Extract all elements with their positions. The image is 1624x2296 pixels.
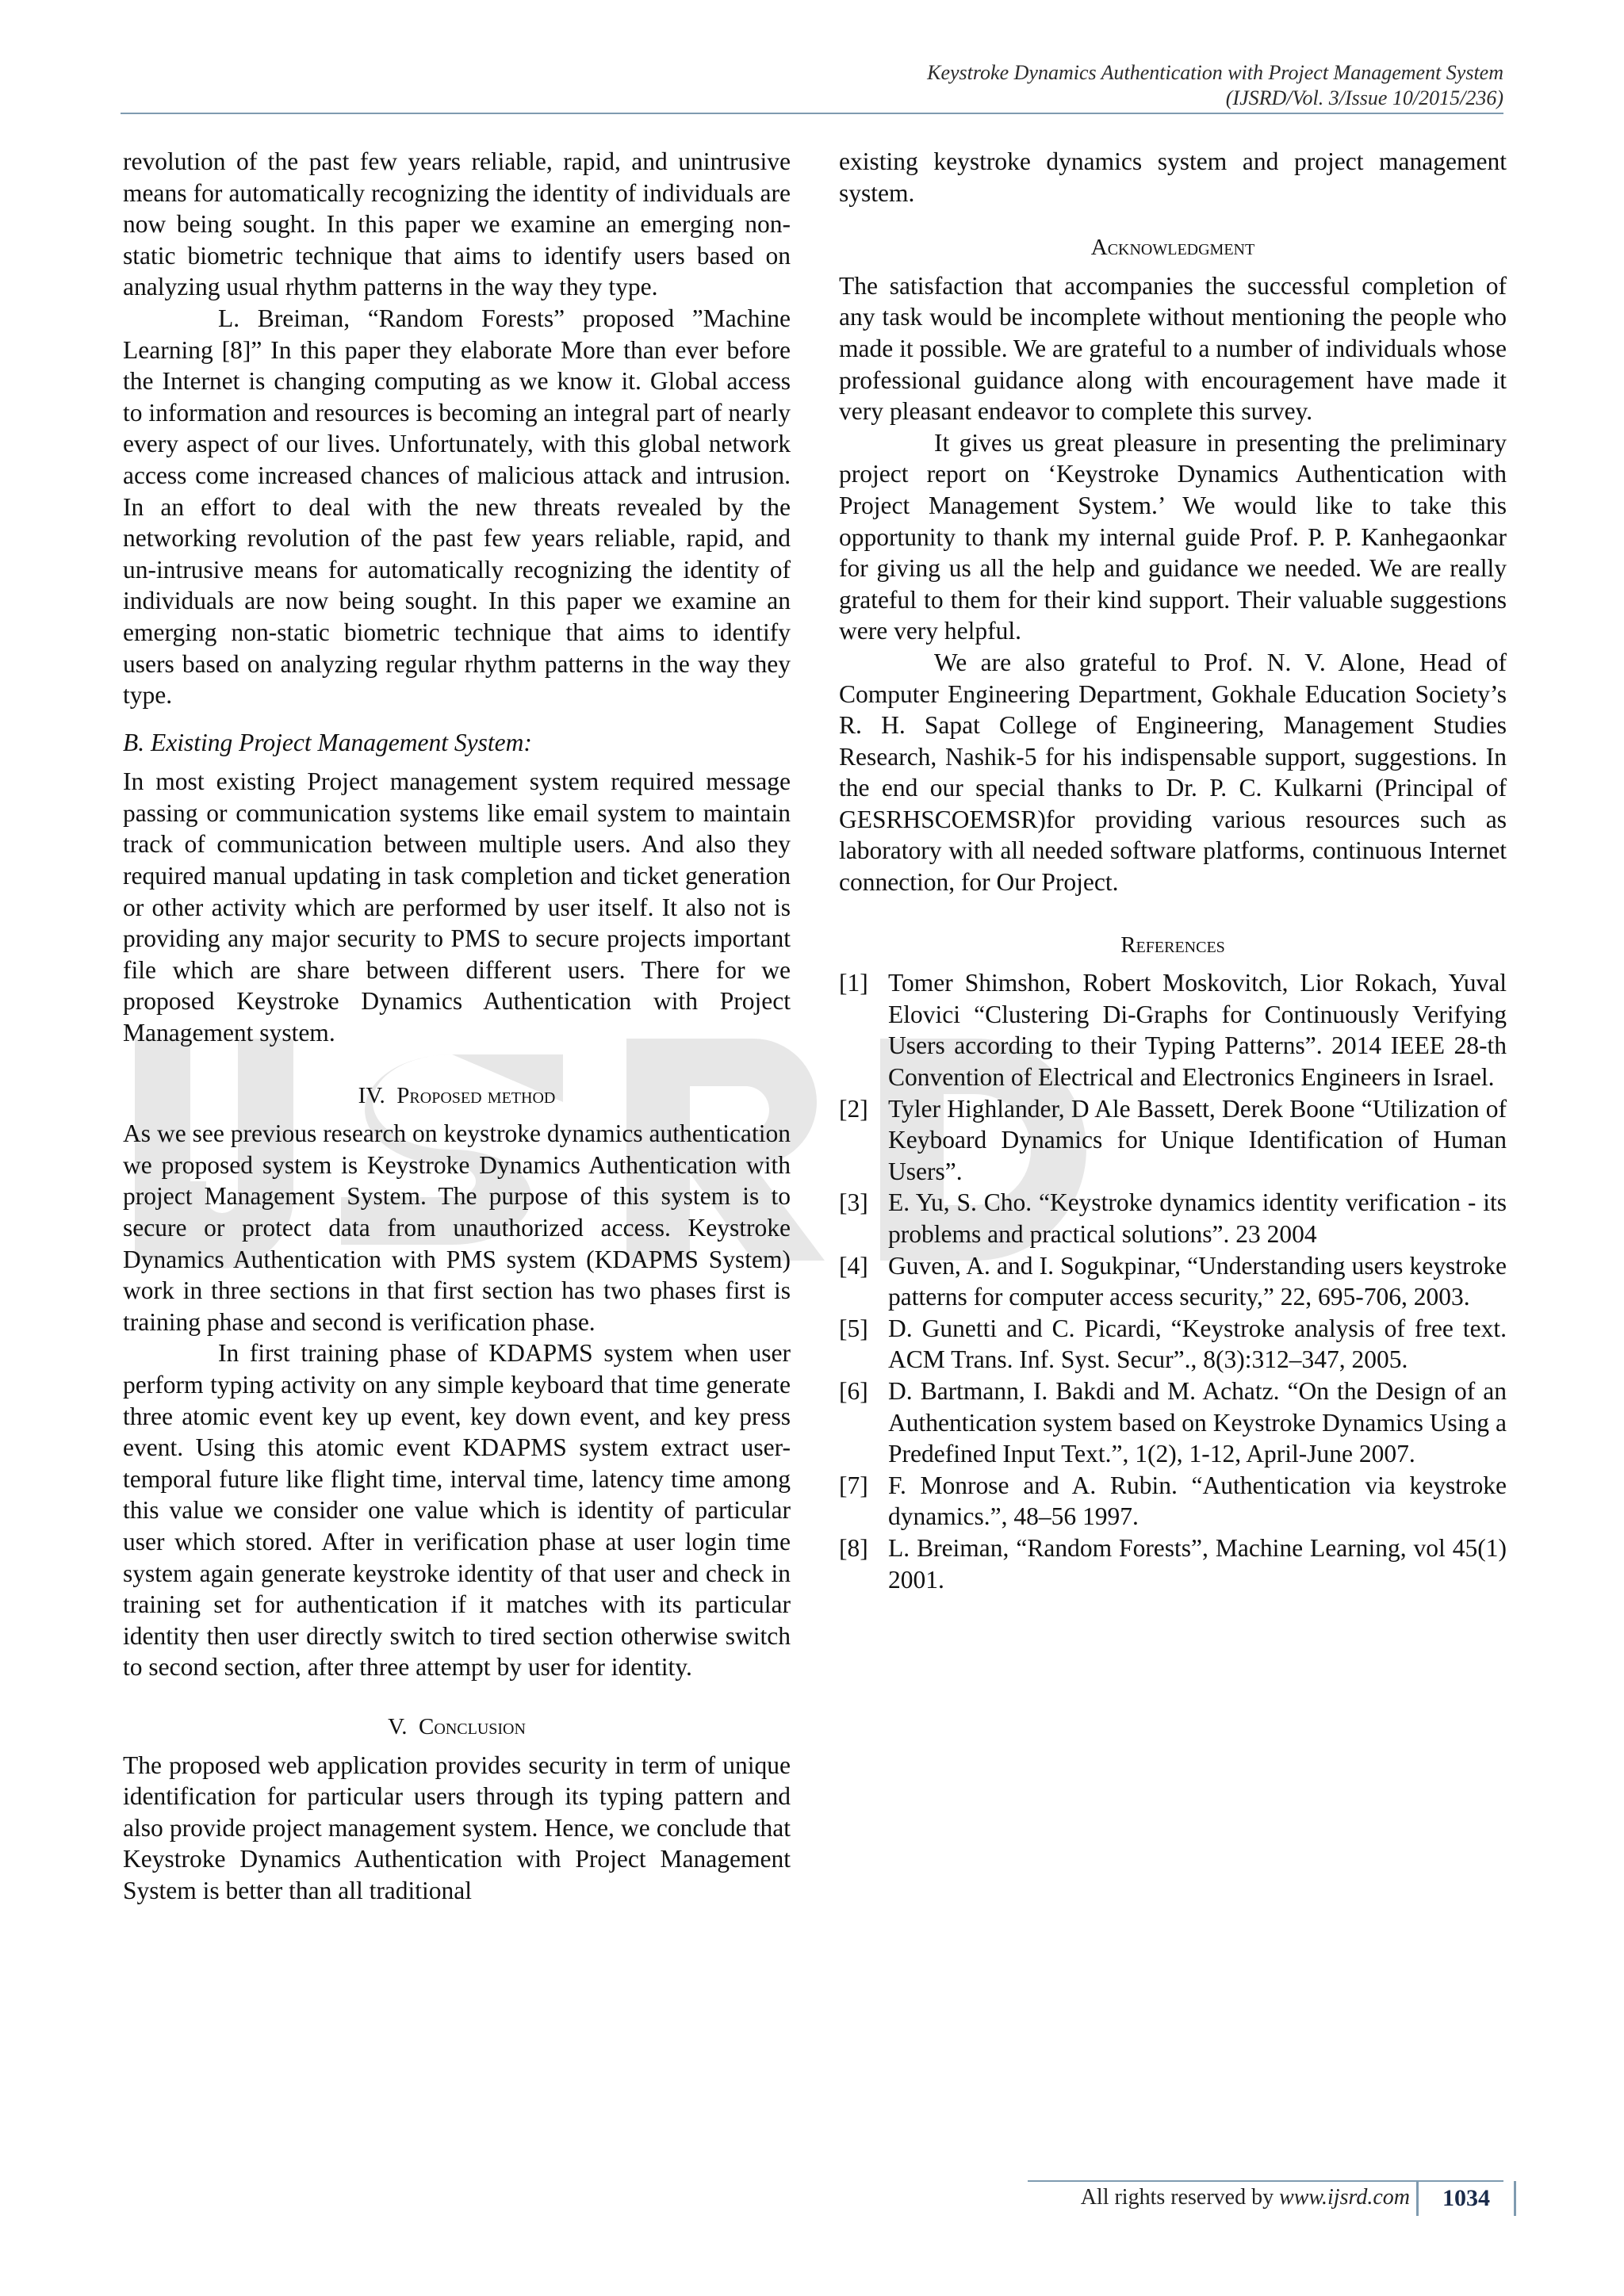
subsection-heading: B. Existing Project Management System: <box>123 728 532 756</box>
paragraph: We are also grateful to Prof. N. V. Alone, Head of Computer Engineering Department, Gokhale Education Society’s R. H. Sapat College of Engineering, Management Studies Research, Nashik-5 for his indispensable support, suggestions. In the end our special thanks to Dr. P. C. Kulkarni (Principal of GESRHSCOEMSR)for providing various resources such as laboratory with all needed software platforms, continuous Internet connection, for Our Project. <box>839 648 1507 897</box>
section-heading-references <box>839 930 1507 962</box>
reference-text: Tomer Shimshon, Robert Moskovitch, Lior Rokach, Yuval Elovici “Clustering Di-Graphs for Continuously Verifying Users according to their Typing Patterns”. 2014 IEEE 28-th Convention of Electrical and Electronics Engineers in Israel. <box>888 969 1507 1092</box>
reference-text: L. Breiman, “Random Forests”, Machine Learning, vol 45(1) 2001. <box>888 1533 1507 1594</box>
reference-item <box>839 1376 1507 1470</box>
section-heading-acknowledgment <box>839 232 1507 264</box>
reference-item <box>839 1533 1507 1595</box>
reference-number: [7] <box>839 1471 868 1499</box>
footer-rights <box>1081 2183 1410 2212</box>
reference-number: [3] <box>839 1188 868 1217</box>
reference-text: Tyler Highlander, D Ale Bassett, Derek Boone “Utilization of Keyboard Dynamics for Unique Identification of Human Users”. <box>888 1094 1507 1185</box>
paragraph: In most existing Project management system required message passing or communication systems like email system to maintain track of communication between multiple users. And also they required manual updating in task completion and ticket generation or other activity which are performed by user itself. It also not is providing any major security to PMS to secure projects important file which are share between different users. There for we proposed Keystroke Dynamics Authentication with Project Management system. <box>123 767 791 1047</box>
reference-text: Guven, A. and I. Sogukpinar, “Understanding users keystroke patterns for computer access security,” 22, 695-706, 2003. <box>888 1251 1507 1311</box>
footer-site-link[interactable]: www.ijsrd.com <box>1279 2185 1410 2210</box>
section-title: Conclusion <box>419 1713 526 1739</box>
section-title: Proposed method <box>396 1082 556 1108</box>
running-header <box>473 60 1503 111</box>
header-citation: (IJSRD/Vol. 3/Issue 10/2015/236) <box>1225 86 1503 109</box>
section-title: References <box>1120 932 1225 958</box>
paragraph: In first training phase of KDAPMS system when user perform typing activity on any simple keyboard that time generate three atomic event key up event, key down event, and key press event. Using this atomic event KDAPMS system extract user-temporal future like flight time, interval time, latency time among this value we consider one value which is identity of particular user which stored. After in verification phase at user login time system again generate keystroke identity of that user and check in training set for authentication if it matches with its particular identity then user directly switch to tired section otherwise switch to second section, after three attempt by user for identity. <box>123 1339 791 1682</box>
reference-text: D. Bartmann, I. Bakdi and M. Achatz. “On the Design of an Authentication system based on Keystroke Dynamics Using a Predefined Input Text.”, 1(2), 1-12, April-June 2007. <box>888 1376 1507 1468</box>
paragraph: revolution of the past few years reliable, rapid, and unintrusive means for automatically recognizing the identity of individuals are now being sought. In this paper we examine an emerging non-static biometric technique that aims to identify users based on analyzing usual rhythm patterns in the way they type. <box>123 147 791 301</box>
left-column <box>123 146 791 1906</box>
reference-number: [2] <box>839 1094 868 1123</box>
header-rule <box>121 113 1503 114</box>
paragraph: As we see previous research on keystroke dynamics authentication we proposed system is Keystroke Dynamics Authentication with project Management System. The purpose of this system is to secure or protect data from unauthorized access. Keystroke Dynamics Authentication with PMS system (KDAPMS System) work in three sections in that first section has two phases first is training phase and second is verification phase. <box>123 1119 791 1336</box>
header-title: Keystroke Dynamics Authentication with Project Management System <box>927 61 1503 84</box>
paragraph: The proposed web application provides security in term of unique identification for particular users through its typing pattern and also provide project management system. Hence, we conclude that Keystroke Dynamics Authentication with Project Management System is better than all traditional <box>123 1751 791 1904</box>
reference-text: F. Monrose and A. Rubin. “Authentication via keystroke dynamics.”, 48–56 1997. <box>888 1471 1507 1531</box>
reference-text: E. Yu, S. Cho. “Keystroke dynamics identity verification - its problems and practical solutions”. 23 2004 <box>888 1188 1507 1248</box>
reference-item <box>839 1093 1507 1188</box>
reference-number: [5] <box>839 1314 868 1342</box>
paragraph: The satisfaction that accompanies the successful completion of any task would be incomplete without mentioning the people who made it possible. We are grateful to a number of individuals whose professional guidance along with encouragement have made it very pleasant endeavor to complete this survey. <box>839 271 1507 426</box>
footer-rights-text: All rights reserved by <box>1080 2185 1280 2210</box>
reference-item <box>839 1470 1507 1533</box>
reference-text: D. Gunetti and C. Picardi, “Keystroke analysis of free text. ACM Trans. Inf. Syst. Secur”., 8(3):312–347, 2005. <box>888 1314 1507 1374</box>
reference-item <box>839 1187 1507 1249</box>
section-heading-proposed-method <box>123 1081 791 1112</box>
section-title: Acknowledgment <box>1090 235 1255 261</box>
reference-number: [6] <box>839 1376 868 1405</box>
reference-number: [8] <box>839 1533 868 1562</box>
reference-number: [4] <box>839 1251 868 1280</box>
reference-list <box>839 967 1507 1595</box>
section-heading-conclusion <box>123 1712 791 1743</box>
right-column <box>839 146 1507 1595</box>
paragraph: It gives us great pleasure in presenting the preliminary project report on ‘Keystroke Dynamics Authentication with Project Management System.’ We would like to take this opportunity to thank my internal guide Prof. P. P. Kanhegaonkar for giving us all the help and guidance we needed. We are really grateful to them for their kind support. Their valuable suggestions were very helpful. <box>839 428 1507 645</box>
paragraph: L. Breiman, “Random Forests” proposed ”Machine Learning [8]” In this paper they elaborate More than ever before the Internet is changing computing as we know it. Global access to information and resources is becoming an integral part of nearly every aspect of our lives. Unfortunately, with this global network access come increased chances of malicious attack and intrusion. In an effort to deal with the new threats revealed by the networking revolution of the past few years reliable, rapid, and un-intrusive means for automatically recognizing the identity of individuals are now being sought. In this paper we examine an emerging non-static biometric technique that aims to identify users based on analyzing regular rhythm patterns in the way they type. <box>123 304 791 710</box>
reference-item <box>839 1250 1507 1313</box>
reference-number: [1] <box>839 969 868 997</box>
section-number: IV. <box>358 1082 385 1108</box>
reference-item <box>839 1313 1507 1376</box>
paragraph: existing keystroke dynamics system and project management system. <box>839 147 1507 207</box>
reference-item <box>839 967 1507 1093</box>
section-number: V. <box>388 1713 408 1739</box>
page-number: 1034 <box>1416 2181 1516 2216</box>
